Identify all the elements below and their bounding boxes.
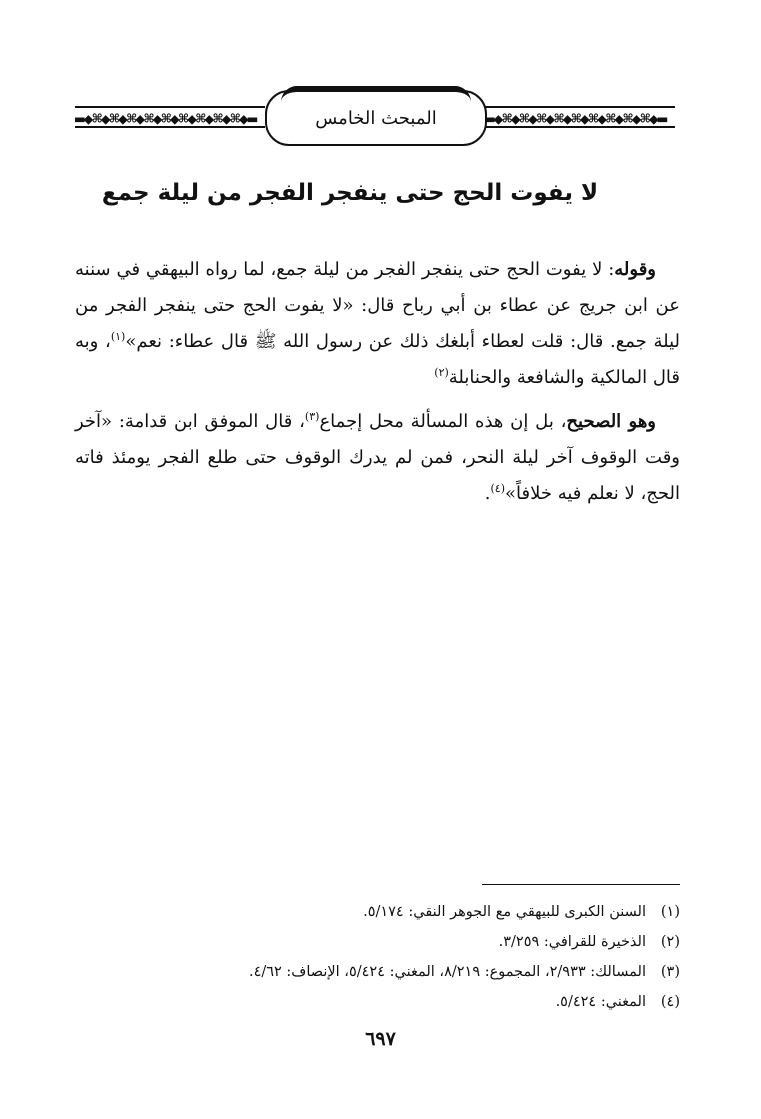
footnote-number: (١) [660, 904, 680, 920]
paragraph-lead: وقوله [614, 259, 656, 280]
footnote-ref-1[interactable]: (١) [110, 330, 126, 343]
decorative-border-right: ▬◆⌘◆⌘◆⌘◆⌘◆⌘◆⌘◆⌘◆⌘◆⌘◆▬ [485, 106, 675, 128]
paragraph-text: ، بل إن هذه المسألة محل إجماع [319, 411, 567, 432]
section-label: المبحث الخامس [315, 107, 437, 129]
footnote-text: الذخيرة للقرافي: ٣/٢٥٩. [498, 934, 646, 950]
paragraph-text: ، قال الموفق ابن قدامة: «آخر وقت الوقوف آخر ليلة النحر، فمن لم يدرك الوقوف حتى طلع الفجر يومئذ فاته الحج، لا نعلم فيه خلافاً» [75, 411, 680, 504]
footnote-ref-3[interactable]: (٣) [304, 410, 320, 423]
footnote-number: (٢) [660, 934, 680, 950]
chapter-title: لا يفوت الحج حتى ينفجر الفجر من ليلة جمع [101, 180, 599, 206]
section-label-box [265, 90, 487, 146]
page-number: ٦٩٧ [365, 1028, 396, 1050]
paragraph-lead: وهو الصحيح [566, 411, 657, 432]
section-header [75, 88, 675, 148]
footnote-text: المغني: ٥/٤٢٤. [555, 994, 646, 1010]
footnote-text: المسالك: ٢/٩٣٣، المجموع: ٨/٢١٩، المغني: ٥/٤٢٤، الإنصاف: ٤/٦٢. [248, 964, 646, 980]
footnote-divider [482, 884, 680, 885]
paragraph-1 [75, 252, 680, 396]
footnote-item [75, 927, 680, 957]
footnotes-list [75, 897, 680, 1017]
paragraph-2 [75, 404, 680, 512]
footnote-number: (٣) [660, 964, 680, 980]
footnote-item [75, 897, 680, 927]
footnote-item [75, 987, 680, 1017]
footnote-ref-4[interactable]: (٤) [490, 482, 506, 495]
footnote-number: (٤) [660, 994, 680, 1010]
footnote-ref-2[interactable]: (٢) [434, 366, 449, 379]
decorative-border-left: ▬◆⌘◆⌘◆⌘◆⌘◆⌘◆⌘◆⌘◆⌘◆⌘◆▬ [75, 106, 265, 128]
footnote-text: السنن الكبرى للبيهقي مع الجوهر النقي: ٥/١٧٤. [363, 904, 646, 920]
paragraph-text: ، وبه قال المالكية والشافعة والحنابلة [75, 331, 680, 388]
body-text [75, 252, 680, 520]
paragraph-text: . [484, 483, 491, 504]
paragraph-text: : لا يفوت الحج حتى ينفجر الفجر من ليلة جمع، لما رواه البيهقي في سننه عن ابن جريج عن عطاء بن أبي رباح قال: «لا يفوت الحج حتى ينفجر الفجر من ليلة جمع. قال: قلت لعطاء أبلغك ذلك عن رسول الله ﷺ قال عطاء: نعم» [75, 259, 680, 352]
footnote-item [75, 957, 680, 987]
